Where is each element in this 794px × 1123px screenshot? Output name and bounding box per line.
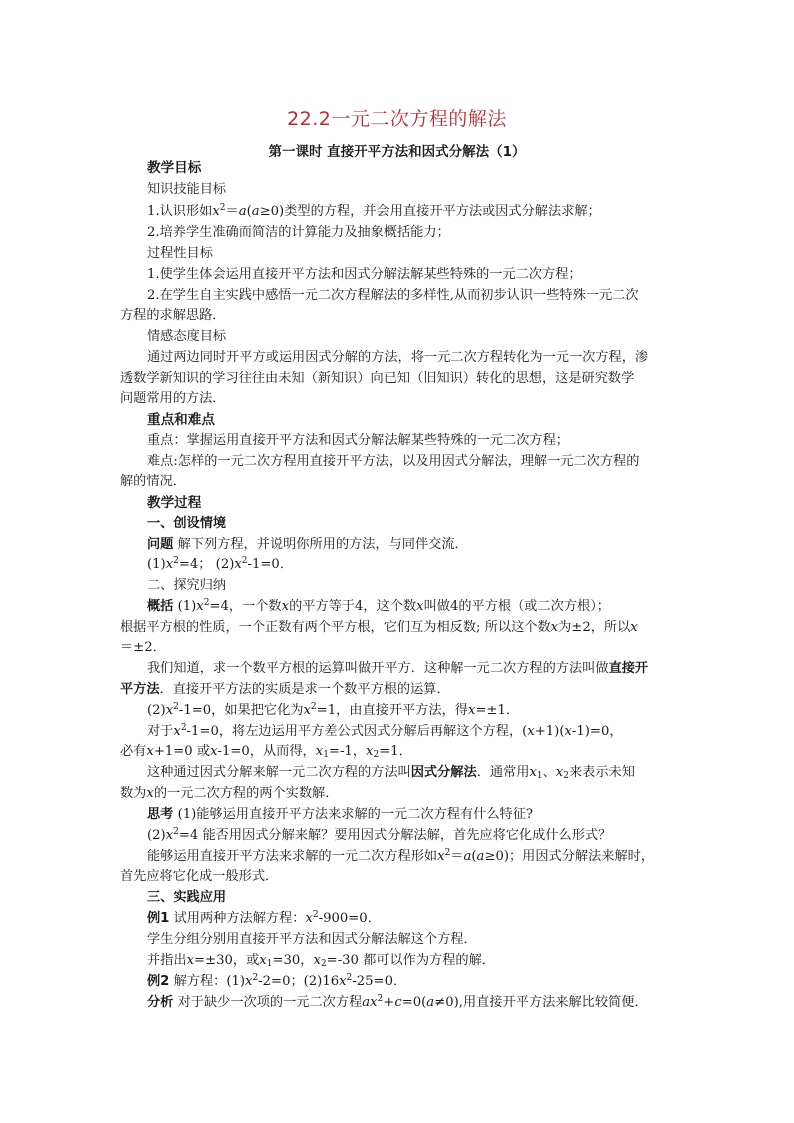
section-heading-goals: 教学目标 [147,160,202,176]
example-2: 例2 解方程：$(1)x^2-2=0$；$(2)16x^2-25=0$． [147,973,407,989]
summary-line-3: ＝±2． [120,640,166,655]
process-item-2-cont: 方程的求解思路． [120,308,226,323]
process-item-1: 1.使学生体会运用直接开平方法和因式分解法解某些特殊的一元二次方程； [147,267,582,282]
summary-line-1: 概括 $(1)x^2=4$，一个数x的平方等于4，这个数x叫做4的平方根（或二次方根）； [147,598,610,614]
lesson-subtitle: 第一课时 直接开平方法和因式分解法（1） [268,144,526,160]
think-line-1: 思考 (1)能够运用直接开平方法来求解的一元二次方程有什么特征? [147,807,534,822]
knowledge-item-1: 1.认识形如$x^2=a(a\ge 0)$类型的方程，并会用直接开平方法或因式分解法求解； [147,203,601,219]
label-emotion: 情感态度目标 [147,329,227,344]
key-point: 重点：掌握运用直接开平方法和因式分解法解某些特殊的一元二次方程； [147,433,569,448]
question-line: 问题 解下列方程，并说明你所用的方法，与同伴交流． [147,537,468,552]
section-heading-key: 重点和难点 [147,412,215,428]
difficult-point: 难点:怎样的一元二次方程用直接开平方法，以及用因式分解法，理解一元二次方程的 [147,454,640,469]
difficult-point-cont: 解的情况． [120,474,186,489]
answer-line-2: 首先应将它化成一般形式． [120,869,279,884]
analysis-line: 分析 对于缺少一次项的一元二次方程$ax^2+c=0(a\ne 0)$,用直接开平方法来解比较简便． [147,994,648,1010]
think-line-2: $(2)x^2=4$ 能否用因式分解来解？要用因式分解法解，首先应将它化成什么形式？ [147,827,612,843]
example-1-line-2: 学生分组分别用直接开平方法和因式分解法解这个方程． [147,932,477,947]
label-process: 过程性目标 [147,246,213,261]
example-1-line-3: 并指出x=±30，或$x_1=30$，$x_2=-30$ 都可以作为方程的解． [147,953,495,969]
emotion-line-2: 透数学新知识的学习往往由未知（新知识）向已知（旧知识）转化的思想，这是研究数学 [120,371,635,386]
subsection-2: 二、探究归纳 [147,578,227,593]
example-1: 例1 试用两种方法解方程：$x^2-900=0$． [147,910,381,926]
process-item-2: 2.在学生自主实践中感悟一元二次方程解法的多样性,从而初步认识一些特殊一元二次 [147,288,639,303]
case2-line-2: 对于$x^2-1=0$，将左边运用平方差公式因式分解后再解这个方程，(x+1)(x-1)=0， [147,723,623,739]
answer-line-1: 能够运用直接开平方法来求解的一元二次方程形如$x^2=a(a\ge 0)$；用因式分解法来解时， [147,848,655,864]
factoring-def-line-1: 这种通过因式分解来解一元二次方程的方法叫因式分解法．通常用$x_1$、$x_2$来表示未知 [147,765,635,781]
factoring-def-line-2: 数为x的一元二次方程的两个实数解． [120,786,339,801]
case2-line-3: 必有x+1=0 或x-1=0，从而得，$x_1=-1$，$x_2=1$． [120,744,412,760]
definition-line-2: 平方法．直接开平方法的实质是求一个数平方根的运算． [120,682,450,697]
subsection-3: 三、实践应用 [147,890,227,905]
knowledge-item-2: 2.培养学生准确而简洁的计算能力及抽象概括能力； [147,225,450,240]
section-heading-process: 教学过程 [147,495,202,511]
case2-line-1: $(2)x^2-1=0$，如果把它化为$x^2=1$，由直接开平方法，得x=±1． [147,702,520,718]
page-title: 22.2一元二次方程的解法 [287,108,507,130]
emotion-line-1: 通过两边同时开平方或运用因式分解的方法，将一元二次方程转化为一元一次方程，渗 [147,350,649,365]
emotion-line-3: 问题常用的方法． [120,391,226,406]
question-equations: $(1)x^2=4$； $(2)x^2-1=0$． [147,556,294,572]
definition-line-1: 我们知道，求一个数平方根的运算叫做开平方．这种解一元二次方程的方法叫做直接开 [147,661,649,676]
subsection-1: 一、创设情境 [147,516,227,531]
summary-line-2: 根据平方根的性质，一个正数有两个平方根，它们互为相反数; 所以这个数x为±2，所以x [120,620,638,635]
label-knowledge: 知识技能目标 [147,182,227,197]
